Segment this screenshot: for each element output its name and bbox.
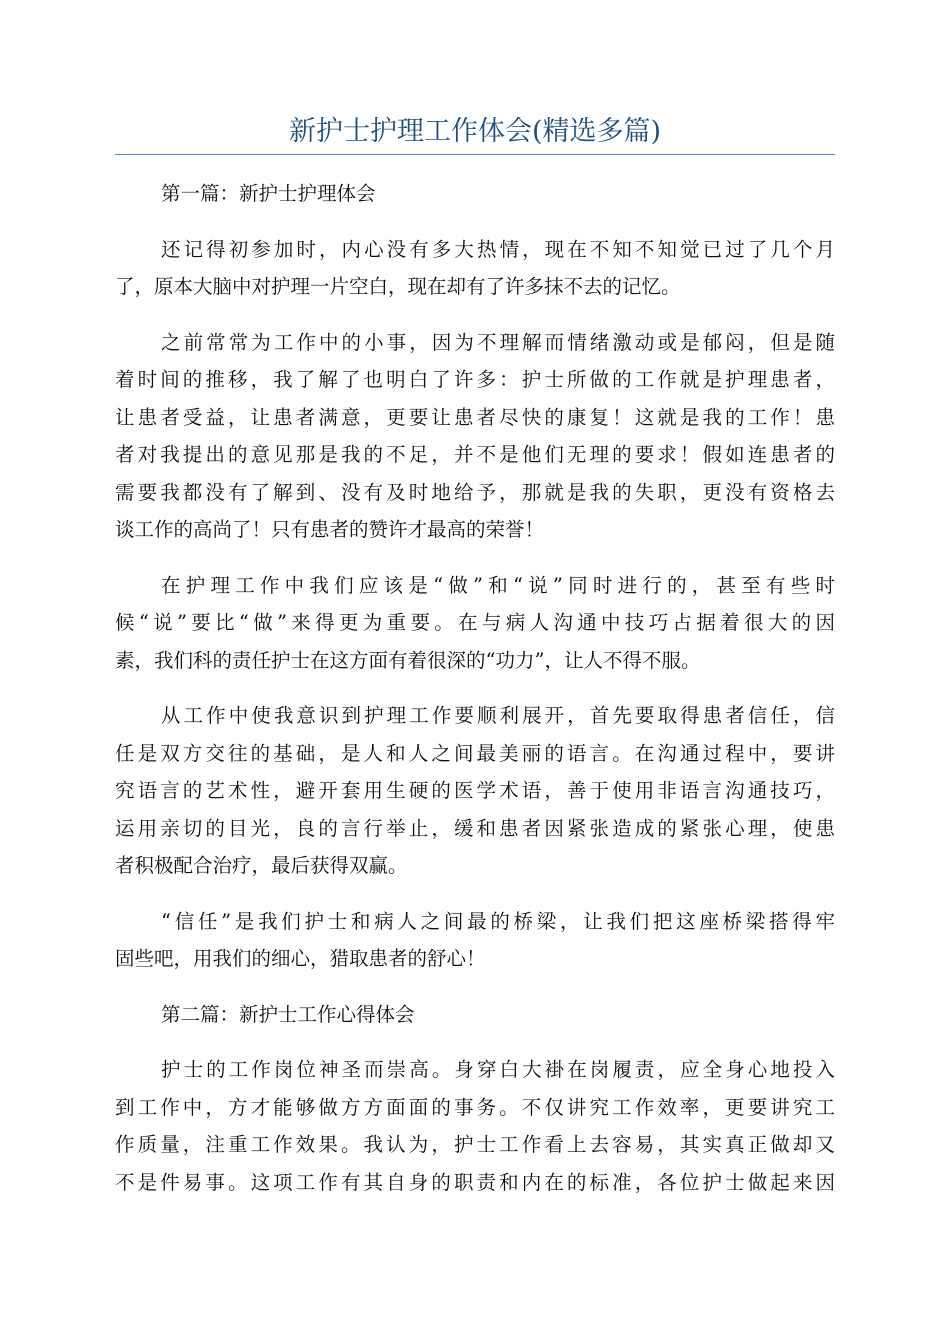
text-line: 谈工作的高尚了！只有患者的赞许才最高的荣誉！	[115, 518, 545, 541]
paragraph	[115, 231, 835, 306]
text-line: 在护理工作中我们应该是“做”和“说”同时进行的，甚至有些时	[161, 573, 835, 597]
text-line: 不是件易事。这项工作有其自身的职责和内在的标准，各位护士做起来因	[115, 1170, 835, 1194]
text-line: 固些吧，用我们的细心，猎取患者的舒心！	[115, 947, 486, 970]
section-heading	[115, 996, 835, 1034]
text-line: 究语言的艺术性，避开套用生硬的医学术语，善于使用非语言沟通技巧，	[115, 779, 835, 802]
paragraph	[115, 903, 835, 978]
text-line: 第二篇：新护士工作心得体会	[161, 1002, 415, 1026]
text-line: 了，原本大脑中对护理一片空白，现在却有了许多抹不去的记忆。	[115, 275, 681, 298]
text-line: 到工作中，方才能够做方方面面的事务。不仅讲究工作效率，更要讲究工	[115, 1095, 835, 1119]
text-line: “信任”是我们护士和病人之间最的桥梁，让我们把这座桥梁搭得牢	[161, 909, 835, 933]
text-line: 护士的工作岗位神圣而崇高。身穿白大褂在岗履责，应全身心地投入	[161, 1058, 835, 1081]
text-line: 第一篇：新护士护理体会	[161, 182, 376, 205]
text-line: 候“说”要比“做”来得更为重要。在与病人沟通中技巧占据着很大的因	[115, 611, 835, 634]
paragraph	[115, 697, 835, 885]
text-line: 者积极配合治疗，最后获得双赢。	[115, 854, 408, 877]
text-line: 还记得初参加时，内心没有多大热情，现在不知不知觉已过了几个月	[161, 237, 835, 261]
text-line: 着时间的推移，我了解了也明白了许多：护士所做的工作就是护理患者，	[115, 368, 835, 391]
text-line: 任是双方交往的基础，是人和人之间最美丽的语言。在沟通过程中，要讲	[115, 741, 835, 765]
text-line: 从工作中使我意识到护理工作要顺利展开，首先要取得患者信任，信	[161, 704, 835, 727]
title-underline	[115, 154, 835, 155]
text-line: 需要我都没有了解到、没有及时地给予，那就是我的失职，更没有资格去	[115, 480, 835, 504]
paragraph	[115, 324, 835, 549]
document-body	[115, 175, 835, 1219]
text-line: 作质量，注重工作效果。我认为，护士工作看上去容易，其实真正做却又	[115, 1133, 835, 1156]
text-line: 之前常常为工作中的小事，因为不理解而情绪激动或是郁闷，但是随	[161, 330, 835, 354]
text-line: 运用亲切的目光，良的言行举止，缓和患者因紧张造成的紧张心理，使患	[115, 816, 835, 840]
section-heading	[115, 175, 835, 213]
document-title: 新护士护理工作体会(精选多篇)	[288, 116, 662, 147]
paragraph	[115, 567, 835, 680]
paragraph	[115, 1051, 835, 1201]
text-line: 让患者受益，让患者满意，更要让患者尽快的康复！这就是我的工作！患	[115, 405, 835, 429]
text-line: 素，我们科的责任护士在这方面有着很深的“功力”，让人不得不服。	[115, 648, 701, 672]
text-line: 者对我提出的意见那是我的不足，并不是他们无理的要求！假如连患者的	[115, 443, 835, 466]
